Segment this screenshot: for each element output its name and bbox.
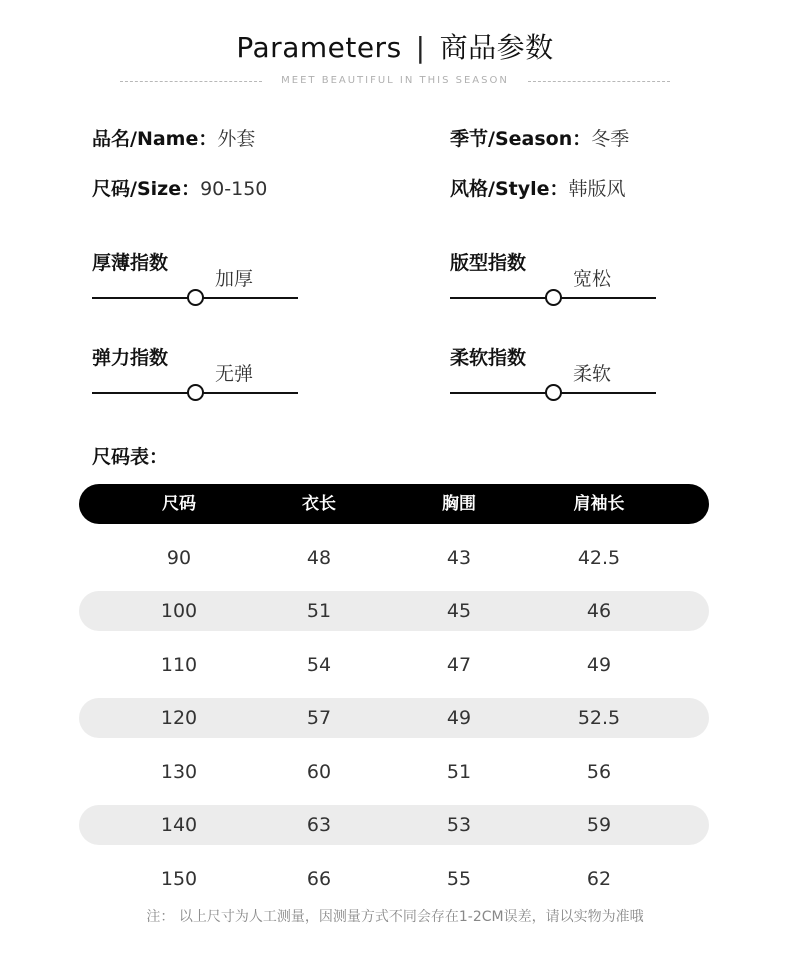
table-cell: 100: [160, 600, 198, 622]
size-table-header: [79, 484, 709, 524]
table-cell: 52.5: [577, 707, 621, 729]
index-knob: [187, 384, 204, 401]
elasticity-index: [92, 343, 302, 413]
attribute-season: [450, 124, 629, 150]
header-cell-sleeve: 肩袖长: [573, 494, 625, 514]
attribute-value: 冬季: [591, 128, 630, 150]
table-cell: 120: [160, 707, 198, 729]
softness-index: [450, 343, 660, 413]
table-cell: 45: [446, 600, 472, 622]
table-cell: 49: [446, 707, 472, 729]
table-cell: 110: [160, 654, 198, 676]
attribute-value: 韩版风: [568, 178, 626, 200]
attribute-style: [450, 174, 626, 200]
attribute-value: 90-150: [200, 178, 268, 200]
title-english: Parameters: [236, 31, 402, 64]
table-cell: 56: [586, 761, 612, 783]
attribute-key: 品名/Name：: [92, 128, 218, 150]
table-row: [79, 805, 709, 845]
table-cell: 150: [160, 868, 198, 890]
index-knob: [187, 289, 204, 306]
table-cell: 51: [306, 600, 332, 622]
table-cell: 57: [306, 707, 332, 729]
thickness-index: [92, 248, 302, 318]
table-cell: 62: [586, 868, 612, 890]
divider-line-right: [528, 81, 670, 82]
table-cell: 66: [306, 868, 332, 890]
table-cell: 90: [166, 547, 192, 569]
subtitle-motto: MEET BEAUTIFUL IN THIS SEASON: [281, 75, 509, 86]
index-label: 厚薄指数: [92, 252, 169, 274]
size-table-title: 尺码表：: [92, 446, 169, 468]
table-cell: 48: [306, 547, 332, 569]
fit-index: [450, 248, 660, 318]
table-cell: 140: [160, 814, 198, 836]
table-cell: 59: [586, 814, 612, 836]
index-label: 版型指数: [450, 252, 527, 274]
header-cell-chest: 胸围: [442, 494, 476, 514]
index-value: 加厚: [215, 268, 254, 290]
subtitle-divider: [120, 74, 670, 90]
header-cell-size: 尺码: [162, 494, 196, 514]
table-cell: 42.5: [577, 547, 621, 569]
table-cell: 51: [446, 761, 472, 783]
index-value: 无弹: [215, 363, 254, 385]
table-cell: 55: [446, 868, 472, 890]
table-cell: 53: [446, 814, 472, 836]
attribute-size: [92, 174, 267, 200]
attribute-key: 尺码/Size：: [92, 178, 201, 200]
attribute-key: 风格/Style：: [450, 178, 569, 200]
table-cell: 60: [306, 761, 332, 783]
table-row: [79, 698, 709, 738]
table-cell: 130: [160, 761, 198, 783]
index-value: 宽松: [573, 268, 612, 290]
table-cell: 43: [446, 547, 472, 569]
table-cell: 47: [446, 654, 472, 676]
table-cell: 63: [306, 814, 332, 836]
measurement-note: 注： 以上尺寸为人工测量，因测量方式不同会存在1-2CM误差，请以实物为准哦: [146, 909, 644, 925]
index-label: 柔软指数: [450, 347, 527, 369]
attribute-key: 季节/Season：: [450, 128, 592, 150]
table-row: [79, 591, 709, 631]
title-separator: |: [415, 31, 426, 64]
attribute-name: [92, 124, 255, 150]
index-value: 柔软: [573, 363, 612, 385]
title-chinese: 商品参数: [439, 31, 554, 64]
table-cell: 54: [306, 654, 332, 676]
index-knob: [545, 289, 562, 306]
table-row: [79, 752, 709, 792]
table-cell: 46: [586, 600, 612, 622]
header-cell-length: 衣长: [302, 494, 336, 514]
index-label: 弹力指数: [92, 347, 169, 369]
table-cell: 49: [586, 654, 612, 676]
index-knob: [545, 384, 562, 401]
table-row: [79, 645, 709, 685]
table-row: [79, 859, 709, 899]
page-title: [0, 26, 790, 66]
attribute-value: 外套: [217, 128, 256, 150]
table-row: [79, 538, 709, 578]
